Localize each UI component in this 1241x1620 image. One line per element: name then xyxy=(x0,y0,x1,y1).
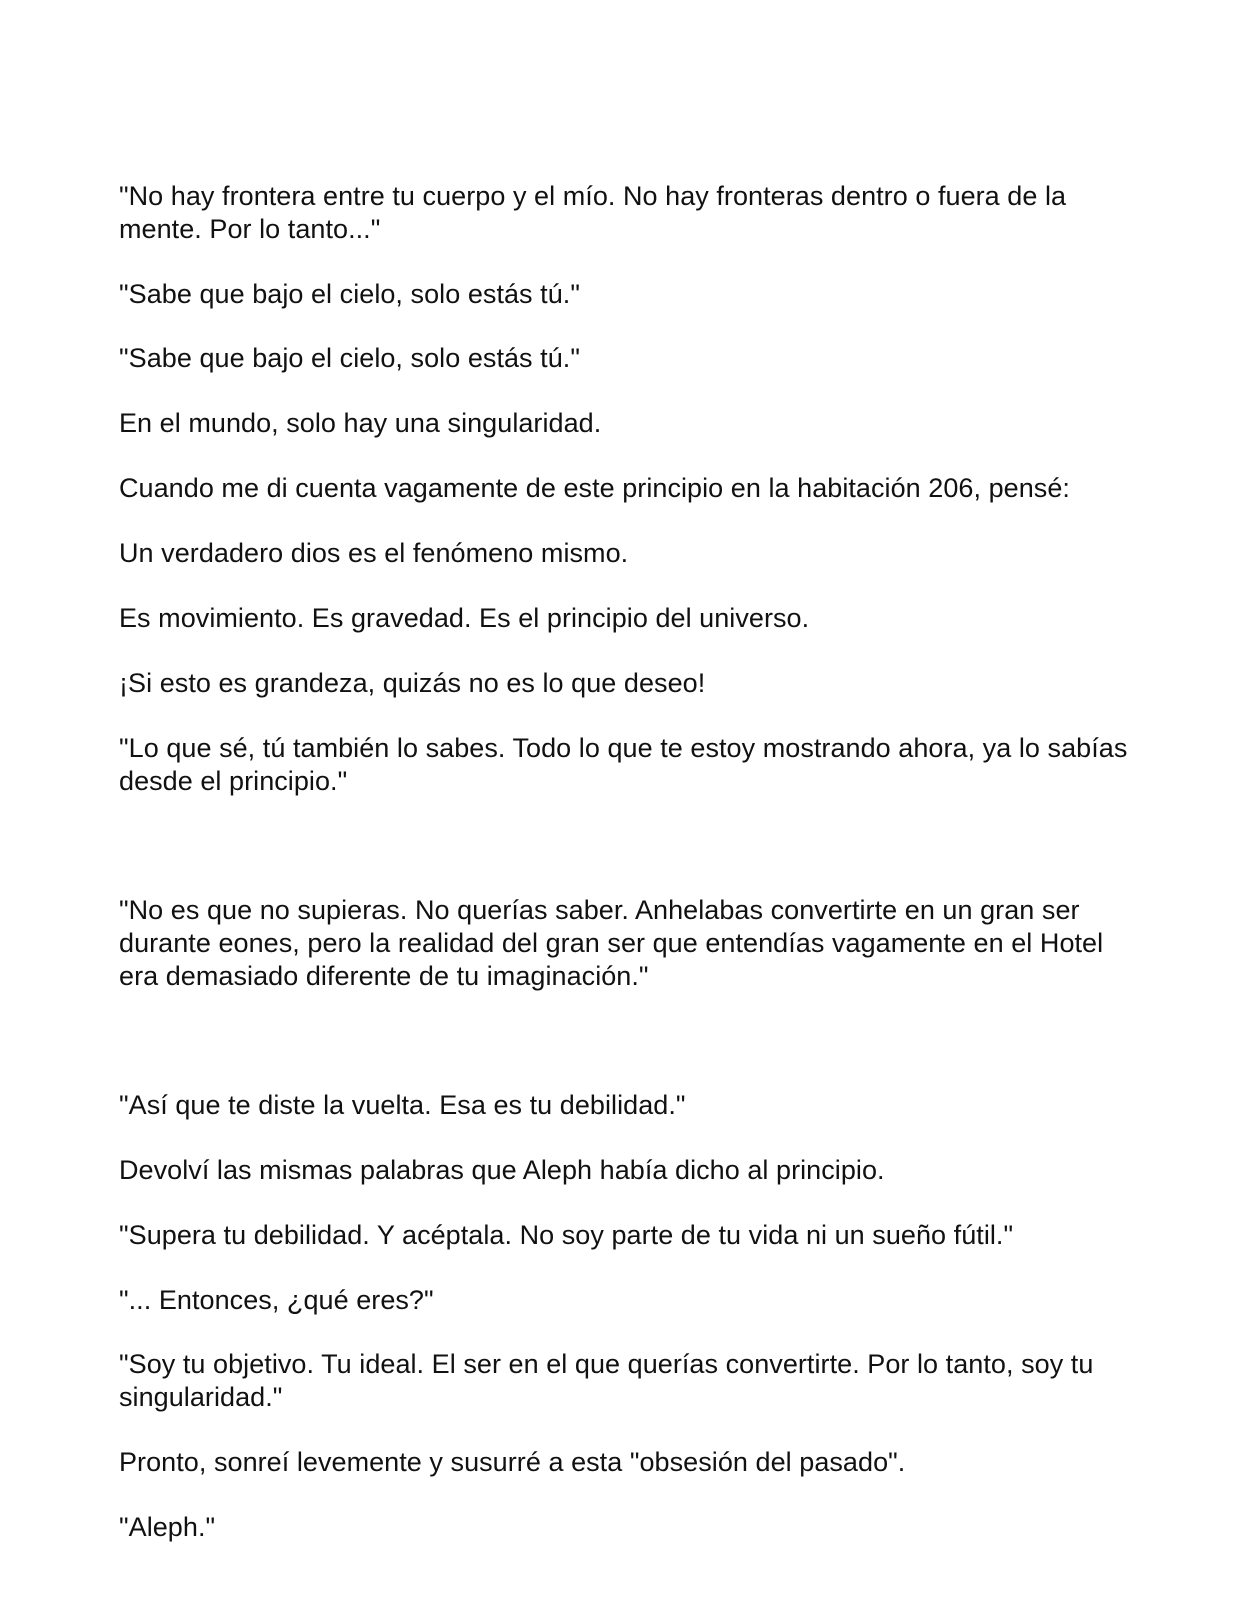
paragraph-17: "Aleph." xyxy=(119,1512,216,1542)
paragraph-13: "Supera tu debilidad. Y acéptala. No soy parte de tu vida ni un sueño fútil." xyxy=(119,1220,1014,1250)
paragraph-14: "... Entonces, ¿qué eres?" xyxy=(119,1285,434,1315)
paragraph-12: Devolví las mismas palabras que Aleph había dicho al principio. xyxy=(119,1155,885,1185)
paragraph-4: En el mundo, solo hay una singularidad. xyxy=(119,408,602,438)
paragraph-3: "Sabe que bajo el cielo, solo estás tú." xyxy=(119,343,580,373)
paragraph-9: "Lo que sé, tú también lo sabes. Todo lo que te estoy mostrando ahora, ya lo sabías desde el principio." xyxy=(119,733,1128,796)
paragraph-6: Un verdadero dios es el fenómeno mismo. xyxy=(119,538,629,568)
paragraph-5: Cuando me di cuenta vagamente de este principio en la habitación 206, pensé: xyxy=(119,473,1070,503)
paragraph-15: "Soy tu objetivo. Tu ideal. El ser en el que querías convertirte. Por lo tanto, soy tu singularidad." xyxy=(119,1349,1094,1412)
paragraph-11: "Así que te diste la vuelta. Esa es tu debilidad." xyxy=(119,1090,686,1120)
paragraph-1: "No hay frontera entre tu cuerpo y el mío. No hay fronteras dentro o fuera de la mente. Por lo tanto..." xyxy=(119,181,1067,244)
paragraph-16: Pronto, sonreí levemente y susurré a esta "obsesión del pasado". xyxy=(119,1447,906,1477)
paragraph-2: "Sabe que bajo el cielo, solo estás tú." xyxy=(119,279,580,309)
paragraph-8: ¡Si esto es grandeza, quizás no es lo que deseo! xyxy=(119,668,706,698)
paragraph-7: Es movimiento. Es gravedad. Es el principio del universo. xyxy=(119,603,810,633)
paragraph-10: "No es que no supieras. No querías saber. Anhelabas convertirte en un gran ser durante eones, pero la realidad del gran ser que entendías vagamente en el Hotel era demasiado diferente de tu imaginación." xyxy=(119,895,1104,991)
